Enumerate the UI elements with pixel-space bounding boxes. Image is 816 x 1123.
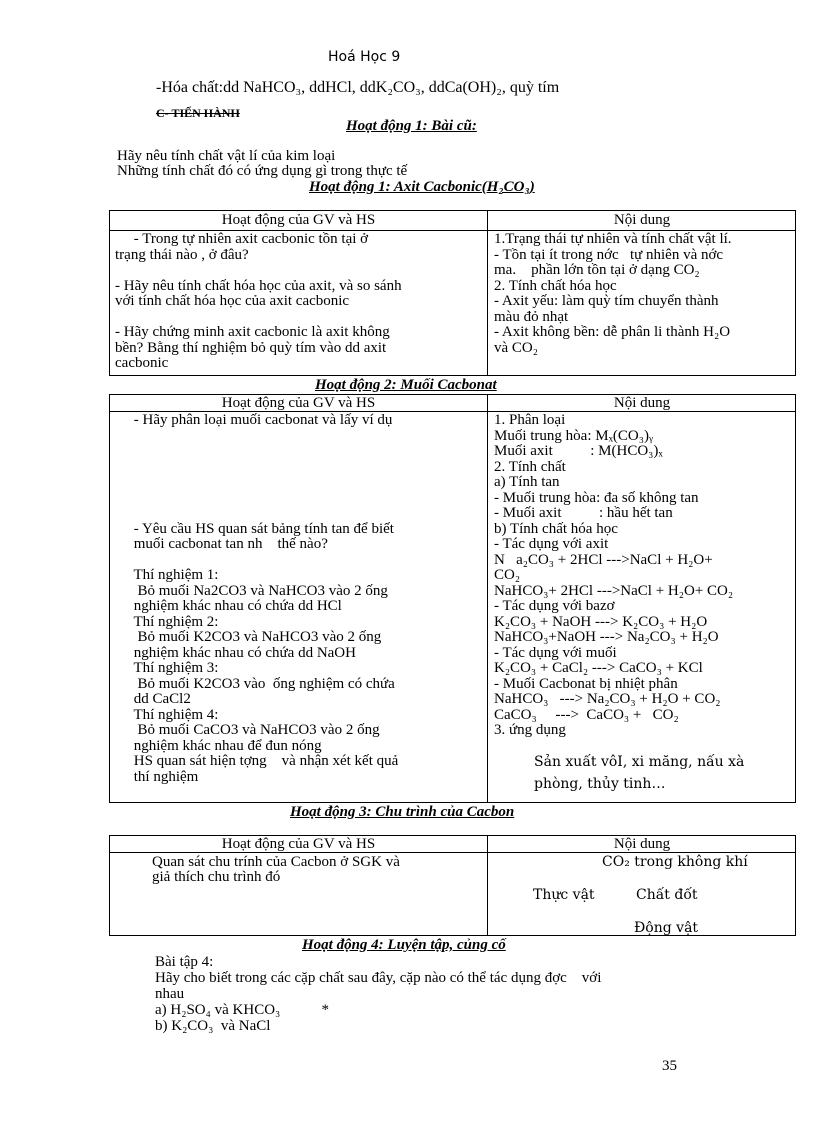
table2-left-line bbox=[115, 460, 485, 476]
table2-left-line: dd CaCl2 bbox=[115, 691, 191, 707]
activity-4-title: Hoạt động 4: Luyện tập, củng cố bbox=[302, 937, 506, 953]
table-acid-carbonic bbox=[109, 210, 796, 376]
table2-left-line: thí nghiệm bbox=[115, 768, 199, 785]
activity-3-title: Hoạt động 3: Chu trình của Cacbon bbox=[290, 804, 515, 820]
table1-right-line: 1.Trạng thái tự nhiên và tính chất vật lí. bbox=[494, 231, 732, 247]
table1-left-line: bền? Bằng thí nghiệm bỏ quỳ tím vào dd axit bbox=[115, 339, 387, 356]
table2-right-line: K₂CO₃ + NaOH ---> K₂CO₃ + H₂O bbox=[494, 613, 708, 630]
table2-left-line: Bỏ muối K2CO3 vào ống nghiệm có chứa bbox=[115, 675, 395, 692]
cycle-co2-label: CO₂ trong không khí bbox=[602, 854, 748, 870]
table1-col-gv: Hoạt động của GV và HS bbox=[221, 212, 376, 228]
table2-left-line bbox=[115, 444, 485, 460]
table1-right-line: và CO₂ bbox=[494, 339, 538, 356]
table2-right-line: a) Tính tan bbox=[494, 474, 560, 490]
table3-left-line-1: Quan sát chu trính của Cacbon ở SGK và bbox=[152, 854, 400, 870]
table2-right-line: 2. Tính chất bbox=[494, 458, 566, 475]
table2-right-line: Muối trung hòa: Mₓ(CO₃)ᵧ bbox=[494, 427, 653, 444]
table2-left-line: HS quan sát hiện tợng và nhận xét kết quả bbox=[115, 753, 399, 769]
table2-right-line: CO₂ bbox=[494, 567, 521, 583]
table2-right-line: b) Tính chất hóa học bbox=[494, 520, 618, 537]
table2-right-line: Muối axit : M(HCO₃)ₓ bbox=[494, 443, 663, 459]
cycle-plants-label: Thực vật bbox=[533, 887, 595, 903]
table2-col-gv: Hoạt động của GV và HS bbox=[221, 395, 376, 411]
table3-col-gv: Hoạt động của GV và HS bbox=[221, 836, 376, 852]
table2-right-line: NaHCO₃+NaOH ---> Na₂CO₃ + H₂O bbox=[494, 629, 719, 645]
table2-application-line-2: phòng, thủy tinh… bbox=[534, 776, 666, 792]
page-number: 35 bbox=[662, 1058, 677, 1074]
table2-right-line: K₂CO₃ + CaCl₂ ---> CaCO₃ + KCl bbox=[494, 660, 703, 676]
table1-left-line bbox=[115, 263, 485, 279]
table2-left-line bbox=[115, 506, 485, 522]
table2-right-line: - Muối Cacbonat bị nhiệt phân bbox=[494, 675, 678, 692]
activity-1-line-1: Hãy nêu tính chất vật lí của kim loại bbox=[117, 148, 336, 164]
exercise-line: a) H₂SO₄ và KHCO₃ * bbox=[155, 1002, 330, 1018]
table2-left-line: nghiệm khác nhau có chứa dd NaOH bbox=[115, 644, 356, 661]
table1-right-line: - Tồn tại ít trong nớc tự nhiên và nớc bbox=[494, 246, 724, 263]
table2-left-line: nghiệm khác nhau có chứa dd HCl bbox=[115, 598, 342, 614]
table2-left-line: - Hãy phân loại muối cacbonat và lấy ví dụ bbox=[115, 412, 393, 428]
table1-right-line: màu đỏ nhạt bbox=[494, 308, 569, 325]
table2-application-line-1: Sản xuất vôI, xi măng, nấu xà bbox=[534, 754, 745, 770]
table1-left-line: - Trong tự nhiên axit cacbonic tồn tại ở bbox=[115, 231, 369, 247]
table2-left-line bbox=[115, 429, 485, 445]
exercise-line: Hãy cho biết trong các cặp chất sau đây, cặp nào có thể tác dụng đợc với bbox=[155, 970, 602, 986]
activity-2-title: Hoạt động 2: Muối Cacbonat bbox=[315, 377, 497, 393]
table2-right-line: 3. ứng dụng bbox=[494, 722, 566, 738]
table1-left-column bbox=[115, 232, 485, 372]
table2-right-line: 1. Phân loại bbox=[494, 412, 566, 428]
table2-right-line: N a₂CO₃ + 2HCl --->NaCl + H₂O+ bbox=[494, 551, 713, 568]
exercise-line: Bài tập 4: bbox=[155, 954, 214, 970]
table2-left-line: nghiệm khác nhau để đun nóng bbox=[115, 737, 322, 754]
table2-left-line: Thí nghiệm 4: bbox=[115, 706, 219, 723]
table2-right-line: - Tác dụng với muối bbox=[494, 644, 617, 661]
table1-right-column bbox=[494, 232, 794, 356]
table2-right-line: - Muối trung hòa: đa số không tan bbox=[494, 489, 699, 506]
cycle-animals-label: Động vật bbox=[634, 920, 699, 936]
table2-right-line: NaHCO₃ ---> Na₂CO₃ + H₂O + CO₂ bbox=[494, 691, 721, 707]
section-c-heading: C- TIẾN HÀNH bbox=[156, 106, 240, 120]
chemicals-line: -Hóa chất:dd NaHCO₃, ddHCl, ddK₂CO₃, ddCa(OH)₂, quỳ tím bbox=[156, 79, 560, 96]
table2-left-column bbox=[115, 413, 485, 785]
table1-right-line: - Axit yếu: làm quỳ tím chuyển thành bbox=[494, 293, 719, 309]
table1-left-line: trạng thái nào , ở đâu? bbox=[115, 246, 249, 263]
exercise-block bbox=[155, 954, 601, 1034]
cycle-fuel-label: Chất đốt bbox=[636, 887, 698, 903]
table2-left-line: Bỏ muối CaCO3 và NaHCO3 vào 2 ống bbox=[115, 722, 380, 738]
table1-right-line: ma. phần lớn tồn tại ở dạng CO₂ bbox=[494, 262, 700, 278]
table2-right-line: - Muối axit : hầu hết tan bbox=[494, 505, 673, 521]
table2-right-column bbox=[494, 413, 794, 739]
table3-left-line-2: giả thích chu trình đó bbox=[152, 869, 281, 885]
table1-left-line: cacbonic bbox=[115, 355, 169, 371]
table2-right-line: - Tác dụng với bazơ bbox=[494, 598, 615, 614]
table1-left-line bbox=[115, 310, 485, 326]
activity-1-title: Hoạt động 1: Bài cũ: bbox=[346, 118, 477, 134]
table1-left-line: với tính chất hóa học của axit cacbonic bbox=[115, 293, 350, 309]
table2-left-line bbox=[115, 491, 485, 507]
table2-left-line bbox=[115, 553, 485, 569]
table2-left-line: Bỏ muối K2CO3 và NaHCO3 vào 2 ống bbox=[115, 629, 382, 645]
table2-right-line: NaHCO₃+ 2HCl --->NaCl + H₂O+ CO₂ bbox=[494, 582, 734, 599]
table1-right-line: 2. Tính chất hóa học bbox=[494, 277, 617, 294]
exercise-line: nhau bbox=[155, 986, 185, 1002]
table1-right-line: - Axit không bền: dễ phân li thành H₂O bbox=[494, 324, 731, 340]
activity-1b-title: Hoạt động 1: Axit Cacbonic(H₂CO₃) bbox=[309, 179, 535, 195]
table2-left-line: - Yêu cầu HS quan sát bảng tính tan để biết bbox=[115, 520, 394, 537]
table2-left-line: Thí nghiệm 3: bbox=[115, 660, 219, 676]
table2-left-line: muối cacbonat tan nh thế nào? bbox=[115, 536, 328, 552]
table2-left-line bbox=[115, 475, 485, 491]
table1-col-nd: Nội dung bbox=[613, 212, 671, 228]
page-header: Hoá Học 9 bbox=[328, 49, 401, 65]
table-carbon-cycle bbox=[109, 835, 796, 936]
table2-right-line: - Tác dụng với axit bbox=[494, 536, 609, 552]
table2-left-line: Thí nghiệm 2: bbox=[115, 613, 219, 630]
table1-left-line: - Hãy chứng minh axit cacbonic là axit không bbox=[115, 324, 390, 340]
table3-col-nd: Nội dung bbox=[613, 836, 671, 852]
table2-right-line: CaCO₃ ---> CaCO₃ + CO₂ bbox=[494, 706, 679, 723]
activity-1-line-2: Những tính chất đó có ứng dụng gì trong thực tế bbox=[117, 163, 408, 179]
exercise-line: b) K₂CO₃ và NaCl bbox=[155, 1018, 271, 1034]
table2-col-nd: Nội dung bbox=[613, 395, 671, 411]
table2-left-line: Bỏ muối Na2CO3 và NaHCO3 vào 2 ống bbox=[115, 582, 388, 599]
table1-left-line: - Hãy nêu tính chất hóa học của axit, và so sánh bbox=[115, 277, 402, 294]
table2-left-line: Thí nghiệm 1: bbox=[115, 567, 219, 583]
table-carbonate-salts bbox=[109, 394, 796, 803]
